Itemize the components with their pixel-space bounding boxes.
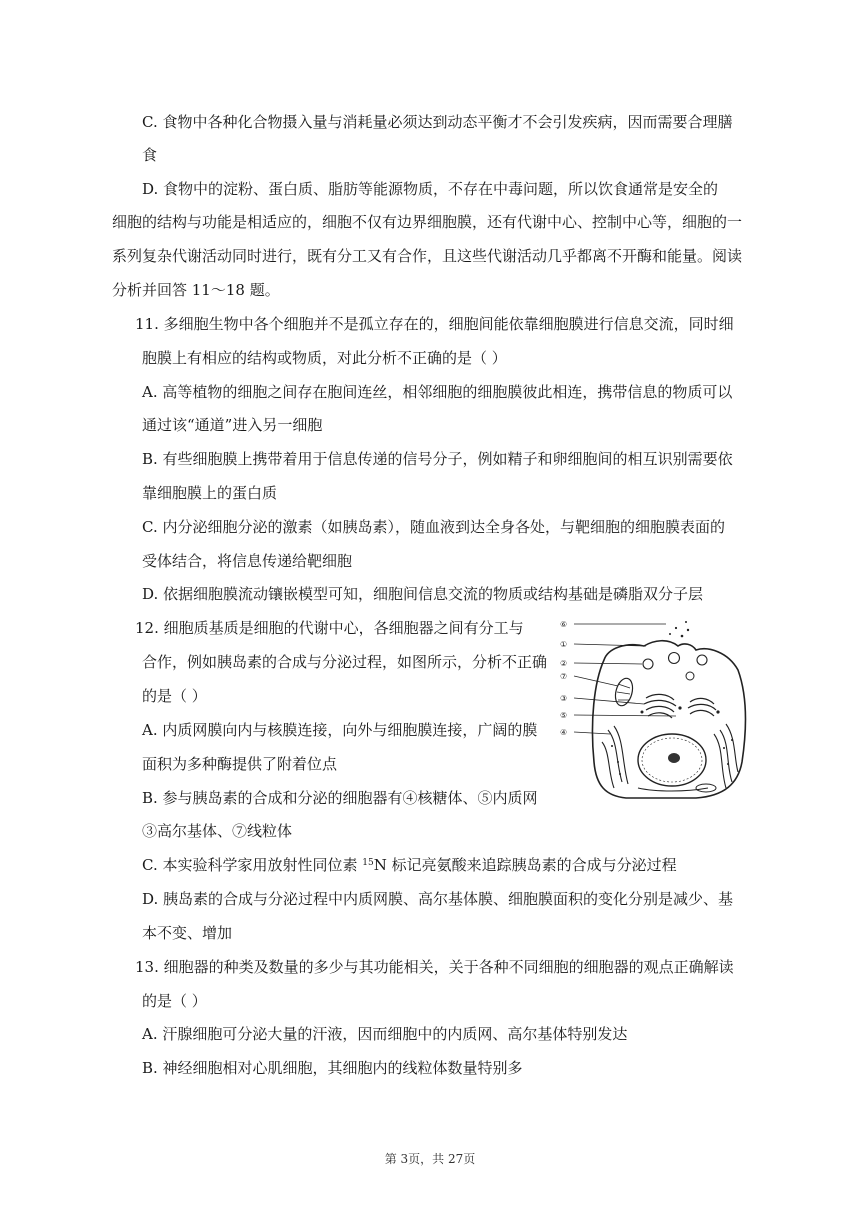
label-5: ⑤ xyxy=(560,711,568,720)
q12-stem-line3: 的是（ ） xyxy=(142,687,207,705)
q11-stem-line2: 胞膜上有相应的结构或物质，对此分析不正确的是（ ） xyxy=(142,349,507,367)
q11-option-b-line2: 靠细胞膜上的蛋白质 xyxy=(142,484,278,502)
q11-option-c-line2: 受体结合，将信息传递给靶细胞 xyxy=(142,552,353,570)
label-1: ① xyxy=(560,640,568,649)
intro-line2: 系列复杂代谢活动同时进行，既有分工又有合作，且这些代谢活动几乎都离不开酶和能量。阅读 xyxy=(112,247,743,265)
q12-option-a-line1: A. 内质网膜向内与核膜连接，向外与细胞膜连接，广阔的膜 xyxy=(142,721,538,739)
cell-membrane xyxy=(592,641,745,798)
q13-option-b: B. 神经细胞相对心肌细胞，其细胞内的线粒体数量特别多 xyxy=(142,1059,523,1077)
q11-stem-line1: 11. 多细胞生物中各个细胞并不是孤立存在的，细胞间能依靠细胞膜进行信息交流，同时细 xyxy=(135,315,734,333)
q12-option-c-text-a: C. 本实验科学家用放射性同位素 xyxy=(142,856,363,874)
q11-option-b-line1: B. 有些细胞膜上携带着用于信息传递的信号分子，例如精子和卵细胞间的相互识别需要依 xyxy=(142,450,733,468)
q11-option-c-line1: C. 内分泌细胞分泌的激素（如胰岛素），随血液到达全身各处，与靶细胞的细胞膜表面的 xyxy=(142,518,725,536)
q10-option-c-line2: 食 xyxy=(142,146,158,164)
q11-option-a-line2: 通过该“通道”进入另一细胞 xyxy=(142,416,323,434)
label-7: ⑦ xyxy=(560,672,568,681)
q12-stem-line2: 合作，例如胰岛素的合成与分泌过程，如图所示，分析不正确 xyxy=(142,653,548,671)
label-2: ② xyxy=(560,659,568,668)
label-3: ③ xyxy=(560,694,568,703)
label-6: ⑥ xyxy=(560,620,568,629)
q11-option-a-line1: A. 高等植物的细胞之间存在胞间连丝，相邻细胞的细胞膜彼此相连，携带信息的物质可以 xyxy=(142,383,733,401)
page-footer: 第 3页，共 27页 xyxy=(384,1152,476,1166)
isotope-mass-number: 15 xyxy=(362,858,374,868)
q10-option-d: D. 食物中的淀粉、蛋白质、脂肪等能源物质，不存在中毒问题，所以饮食通常是安全的 xyxy=(142,180,719,198)
q13-option-a: A. 汗腺细胞可分泌大量的汗液，因而细胞中的内质网、高尔基体特别发达 xyxy=(142,1025,628,1043)
q12-option-c-text-b: N 标记亮氨酸来追踪胰岛素的合成与分泌过程 xyxy=(373,856,677,874)
q12-option-b-line1: B. 参与胰岛素的合成和分泌的细胞器有④核糖体、⑤内质网 xyxy=(142,789,538,807)
q12-option-d-line1: D. 胰岛素的合成与分泌过程中内质网膜、高尔基体膜、细胞膜面积的变化分别是减少、基 xyxy=(142,890,734,908)
q12-stem-line1: 12. 细胞质基质是细胞的代谢中心，各细胞器之间有分工与 xyxy=(135,619,524,637)
q12-option-d-line2: 本不变、增加 xyxy=(142,924,233,942)
q10-option-c-line1: C. 食物中各种化合物摄入量与消耗量必须达到动态平衡才不会引发疾病，因而需要合理膳 xyxy=(142,113,733,131)
q11-option-d: D. 依据细胞膜流动镶嵌模型可知，细胞间信息交流的物质或结构基础是磷脂双分子层 xyxy=(142,585,704,603)
q13-stem-line1: 13. 细胞器的种类及数量的多少与其功能相关，关于各种不同细胞的细胞器的观点正确解读 xyxy=(135,958,734,976)
q12-option-c xyxy=(142,855,677,875)
q12-option-b-line2: ③高尔基体、⑦线粒体 xyxy=(142,822,293,840)
intro-line3: 分析并回答 11～18 题。 xyxy=(112,281,280,299)
intro-line1: 细胞的结构与功能是相适应的，细胞不仅有边界细胞膜，还有代谢中心、控制中心等，细胞的一 xyxy=(112,213,743,231)
q12-option-a-line2: 面积为多种酶提供了附着位点 xyxy=(142,755,338,773)
label-4: ④ xyxy=(560,728,568,737)
pancreatic-cell-diagram xyxy=(556,612,776,802)
q13-stem-line2: 的是（ ） xyxy=(142,992,207,1010)
